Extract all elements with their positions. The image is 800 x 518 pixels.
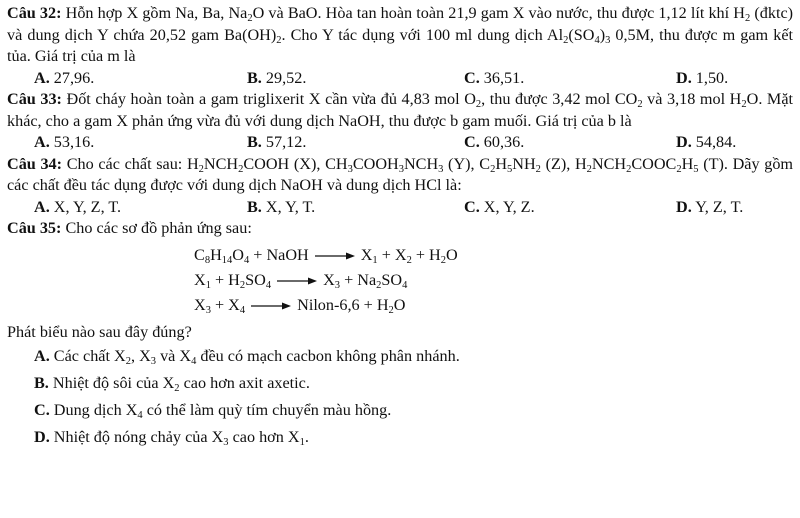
reaction-2 <box>194 268 793 293</box>
answer-options <box>7 197 793 219</box>
answer-options <box>7 68 793 90</box>
option-c[interactable]: C. X, Y, Z. <box>464 197 535 216</box>
reaction-3 <box>194 293 793 318</box>
reaction-left: $X_1 + H_2SO_4$ <box>194 270 272 291</box>
option-b[interactable]: B. X, Y, T. <box>247 197 316 216</box>
option-d[interactable]: D. 54,84. <box>676 133 737 151</box>
reaction-arrow-icon <box>251 301 291 311</box>
question-33 <box>7 89 793 154</box>
question-32 <box>7 3 793 89</box>
reaction-left: $C_8H_{14}O_4$ + NaOH <box>194 245 309 266</box>
question-label: Câu 32: <box>7 4 62 22</box>
option-c[interactable]: C. 60,36. <box>464 133 525 151</box>
question-label: Câu 33: <box>7 90 62 108</box>
option-c[interactable]: C. 36,51. <box>464 68 525 87</box>
option-a[interactable]: A. 27,96. <box>34 68 95 87</box>
statement-b[interactable]: B. Nhiệt độ sôi của $X_2$ cao hơn axit axetic. <box>34 374 310 394</box>
statement-options <box>7 343 793 451</box>
reaction-arrow-icon <box>277 276 317 286</box>
question-34 <box>7 154 793 219</box>
option-a[interactable]: A. 53,16. <box>34 133 95 151</box>
reaction-1 <box>194 243 793 268</box>
question-35 <box>7 218 793 451</box>
question-stem: Cho các sơ đồ phản ứng sau: <box>65 219 252 237</box>
reaction-right: $X_1 + X_2 + H_2O$ <box>360 245 458 266</box>
answer-options <box>7 132 793 154</box>
option-d[interactable]: D. Y, Z, T. <box>676 197 744 216</box>
option-b[interactable]: B. 29,52. <box>247 68 307 87</box>
question-stem: Cho các chất sau: $H_2NCH_2COOH$ (X), $CH_3COOH_3NCH_3$ (Y), $C_2H_5NH_2$ (Z), $H_2NCH_2COOC_2H_5$ (T). Dãy gồm các chất đều tác dụng được với dung dịch NaOH và dung dịch HCl là: <box>7 154 794 194</box>
statement-c[interactable]: C. Dung dịch $X_4$ có thể làm quỳ tím chuyển màu hồng. <box>34 401 392 421</box>
question-label: Câu 35: <box>7 219 62 237</box>
reaction-left: $X_3 + X_4$ <box>194 295 246 316</box>
reaction-right: $X_3 + Na_2SO_4$ <box>323 270 408 291</box>
reaction-arrow-icon <box>315 251 355 261</box>
question-stem: Đốt cháy hoàn toàn a gam triglixerit X cần vừa đủ 4,83 mol $O_2$, thu được 3,42 mol $CO_2$ và 3,18 mol $H_2O$. Mặt khác, cho a gam X phản ứng vừa đủ với dung dịch NaOH, thu được b gam muối. Giá trị của b là <box>7 90 794 130</box>
question-stem: Hỗn hợp X gồm Na, Ba, $Na_2O$ và BaO. Hòa tan hoàn toàn 21,9 gam X vào nước, thu được 1,12 lít khí $H_2$ (đktc) và dung dịch Y chứa 20,52 gam $Ba(OH)_2$. Cho Y tác dụng với 100 ml dung dịch $Al_2(SO_4)_3$ 0,5M, thu được m gam kết tủa. Giá trị của m là <box>7 4 794 65</box>
reaction-scheme <box>7 243 793 318</box>
statement-a[interactable]: A. Các chất $X_2$, $X_3$ và $X_4$ đều có mạch cacbon không phân nhánh. <box>34 347 460 367</box>
option-d[interactable]: D. 1,50. <box>676 68 729 87</box>
option-b[interactable]: B. 57,12. <box>247 133 307 151</box>
question-label: Câu 34: <box>7 154 63 173</box>
option-a[interactable]: A. X, Y, Z, T. <box>34 197 122 216</box>
reaction-right: Nilon-6,6 + $H_2O$ <box>297 295 406 316</box>
question-prompt: Phát biểu nào sau đây đúng? <box>7 322 192 341</box>
statement-d[interactable]: D. Nhiệt độ nóng chảy của $X_3$ cao hơn $X_1$. <box>34 428 309 448</box>
